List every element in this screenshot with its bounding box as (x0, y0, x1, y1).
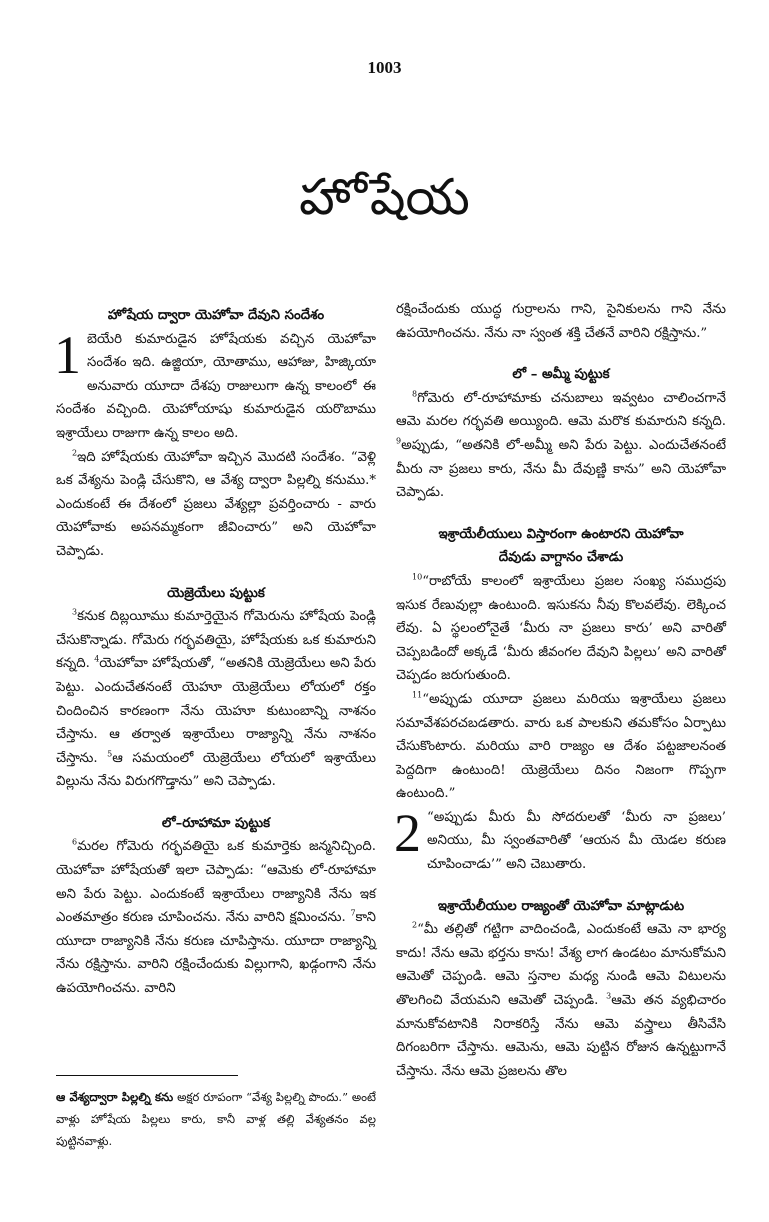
section-heading: లో–రూహామా పుట్టుక (161, 815, 271, 831)
book-title: హోషేయ (299, 168, 470, 226)
paragraph: $^3$కనుక దిబ్లయీము కుమార్తెయైన గోమెరును హోషేయ పెండ్లి చేసుకొన్నాడు. గోమెరు గర్భవతియై, హోషేయకు ఒక కుమారుని కన్నది. $^4$యెహోవా హోషేయతో, “అతనికి యెజ్రెయేలు అని పేరు పెట్టు. ఎందుచేతనంటే యెహూ యెజ్రెయేలు లోయలో రక్తం చిందించిన కారణంగా నేను యెహూ కుటుంబాన్ని నాశనం చేస్తాను. ఆ తర్వాత ఇశ్రాయేలు రాజ్యాన్ని నేను నాశనం చేస్తాను. $^5$ఆ సమయంలో యెజ్రెయేలు లోయలో ఇశ్రాయేలు విల్లును నేను విరుగగొడ్తాను” అని చెప్పాడు. (56, 607, 376, 790)
verse-number: 2 (72, 448, 78, 458)
verse-number: 6 (72, 838, 78, 848)
section-heading: హోషేయ ద్వారా యెహోవా దేవుని సందేశం (107, 308, 325, 323)
paragraph: $^8$గోమెరు లో-రూహామాకు చనుబాలు ఇవ్వటం చాలించగానే ఆమె మరల గర్భవతి అయ్యింది. ఆమె మరొక కుమారుని కన్నది. $^9$అప్పుడు, “అతనికి లో-అమ్మీ అని పేరు పెట్టు. ఎందుచేతనంటే మీరు నా ప్రజలు కారు, నేను మీ దేవుణ్ణి కాను” అని యెహోవా చెప్పాడు. (396, 389, 726, 501)
right-column (396, 298, 726, 1083)
paragraph: 1 బెయేరి కుమారుడైన హోషేయకు వచ్చిన యెహోవా సందేశం ఇది. ఉజ్జియా, యోతాము, ఆహాజు, హిజ్కియా అనువారు యూదా దేశపు రాజులుగా ఉన్న కాలంలో ఈ సందేశం వచ్చింది. యెహోయాషు కుమారుడైన యరొబాము ఇశ్రాయేలు రాజుగా ఉన్న కాలం అది. (54, 324, 376, 441)
verse-number: 5 (107, 749, 113, 759)
left-column (56, 298, 376, 1001)
paragraph: $^2$ఇది హోషేయకు యెహోవా ఇచ్చిన మొదటి సందేశం. “వెళ్లి ఒక వేశ్యను పెండ్లి చేసుకొని, ఆ వేశ్య ద్వారా పిల్లల్ని కనుము.* ఎందుకంటే ఈ దేశంలో ప్రజలు వేశ్యల్లా ప్రవర్తించారు - వారు యెహోవాకు అపనమ్మకంగా జీవించారు” అని యెహోవా చెప్పాడు. (56, 448, 376, 559)
verse-number: 7 (350, 908, 356, 918)
verse-number: 9 (396, 436, 402, 446)
paragraph: రక్షించేందుకు యుద్ధ గుర్రాలను గాని, సైనికులను గాని నేను ఉపయోగించను. నేను నా స్వంత శక్తి చేతనే వారిని రక్షిస్తాను.” (396, 302, 726, 341)
footnote-divider (56, 1075, 238, 1076)
verse-number: 10 (412, 572, 423, 582)
verse-number: 4 (94, 654, 100, 664)
verse-number: 3 (606, 991, 612, 1001)
paragraph: $^6$మరల గోమెరు గర్భవతియై ఒక కుమార్తెకు జన్మనిచ్చింది. యెహోవా హోషేయతో ఇలా చెప్పాడు: “ఆమెకు లో-రూహామా అని పేరు పెట్టు. ఎందుకంటే ఇశ్రాయేలు రాజ్యానికి నేను ఇక ఎంతమాత్రం కరుణ చూపించను. నేను వారిని క్షమించను. $^7$కాని యూదా రాజ్యానికి నేను కరుణ చూపిస్తాను. యూదా రాజ్యాన్ని నేను రక్షిస్తాను. వారిని రక్షించేందుకు విల్లుగాని, ఖడ్గంగాని నేను ఉపయోగించను. వారిని (56, 838, 376, 997)
section-heading: ఇశ్రాయేలీయుల రాజ్యంతో యెహోవా మాట్లాడుట (437, 898, 685, 914)
chapter-number: 2 (394, 802, 421, 863)
verse-number: 8 (412, 389, 418, 399)
paragraph: $^2$“మీ తల్లితో గట్టిగా వాదించండి, ఎందుకంటే ఆమె నా భార్య కాదు! నేను ఆమె భర్తను కాను! వేశ్య లాగ ఉండటం మానుకోమని ఆమెతో చెప్పండి. ఆమె స్తనాల మధ్య నుండి ఆమె విటులను తొలగించి వేయమని ఆమెతో చెప్పండి. $^3$ఆమె తన వ్యభిచారం మానుకోవటానికి నిరాకరిస్తే నేను ఆమె వస్త్రాలు తీసివేసి దిగంబరిగా చేస్తాను. ఆమెను, ఆమె పుట్టిన రోజున ఉన్నట్టుగానే చేస్తాను. నేను ఆమె ప్రజలను తొల (396, 920, 726, 1079)
paragraph: $^{10}$“రాబోయే కాలంలో ఇశ్రాయేలు ప్రజల సంఖ్య సముద్రపు ఇసుక రేణువుల్లా ఉంటుంది. ఇసుకను నీవు కొలవలేవు. లెక్కించ లేవు. ఏ స్థలంలోనైతే ‘మీరు నా ప్రజలు కారు’ అని వారితో చెప్పబడిందో అక్కడే ‘మీరు జీవంగల దేవుని పిల్లలు’ అని వారితో చెప్పడం జరుగుతుంది. (396, 572, 726, 684)
footnote-text: అక్షర రూపంగా “వేశ్య పిల్లల్ని పొందు.” అంటే వాళ్లు హోషేయ పిల్లలు కారు, కానీ వాళ్ల తల్లి వేశ్యతనం వల్ల పుట్టినవాళ్లు. (56, 1090, 376, 1148)
chapter-number: 1 (54, 324, 81, 385)
verse-number: 2 (412, 920, 418, 930)
footnote (56, 1086, 376, 1152)
verse-number: 3 (72, 607, 78, 617)
section-heading: యెజ్రెయేలు పుట్టుక (167, 585, 265, 601)
paragraph: $^{11}$“అప్పుడు యూదా ప్రజలు మరియు ఇశ్రాయేలు ప్రజలు సమావేశపరచబడతారు. వారు ఒక పాలకుని తమకోసం ఏర్పాటు చేసుకొంటారు. మరియు వారి రాజ్యం ఆ దేశం పట్టజాలనంత పెద్దదిగా ఉంటుంది! యెజ్రెయేలు దినం నిజంగా గొప్పగా ఉంటుంది.” (396, 690, 726, 802)
page-number: 1003 (367, 58, 402, 77)
section-heading: లో – అమ్మీ పుట్టుక (512, 367, 610, 383)
paragraph: 2 “అప్పుడు మీరు మీ సోదరులతో ‘మీరు నా ప్రజలు’ అనియు, మీ స్వంతవారితో ‘ఆయన మీ యెడల కరుణ చూపించాడు’” అని చెబుతారు. (394, 802, 726, 873)
verse-number: 11 (412, 690, 423, 700)
section-heading: ఇశ్రాయేలీయులు విస్తారంగా ఉంటారని యెహోవా దేవుడు వాగ్దానం చేశాడు (438, 526, 684, 566)
footnote-term: ఆ వేశ్యద్వారా పిల్లల్ని కను (56, 1090, 174, 1104)
